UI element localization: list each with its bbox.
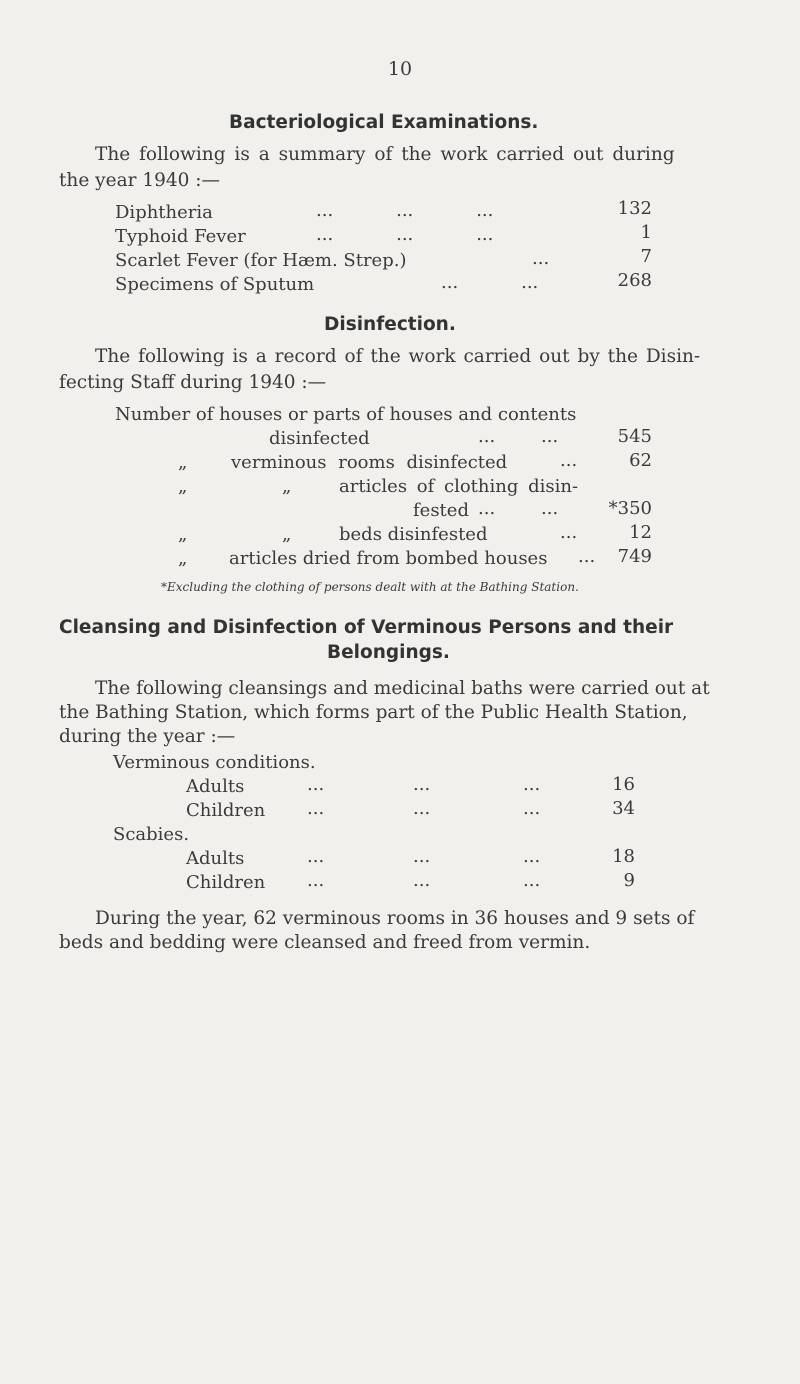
page-number: 10 (387, 58, 413, 80)
ditto-mark: „ (178, 524, 188, 545)
disinfection-verminous-rooms: verminous rooms disinfected (231, 452, 508, 473)
dot-leader: ... (541, 426, 559, 447)
verminous-heading: Verminous conditions. (113, 752, 316, 773)
dot-leader: ... (413, 774, 431, 795)
disinfection-disinfected: disinfected (269, 428, 370, 449)
verminous-adults-value: 16 (612, 774, 635, 795)
dot-leader: ... (307, 870, 325, 891)
dot-leader: ... ... ... (316, 224, 494, 245)
disinfection-value-rooms: 62 (629, 450, 652, 471)
bacteriological-row-value: 132 (617, 198, 652, 219)
disinfection-articles-clothing: articles of clothing disin- (339, 476, 579, 497)
cleansing-intro-line1: The following cleansings and medicinal baths were carried out at (95, 678, 710, 699)
disinfection-houses-line: Number of houses or parts of houses and contents (115, 404, 577, 425)
scabies-adults-value: 18 (612, 846, 635, 867)
disinfection-intro-line1: The following is a record of the work carried out by the Disin- (95, 346, 701, 367)
disinfection-bombed: articles dried from bombed houses (229, 548, 548, 569)
dot-leader: ... (578, 546, 596, 567)
ditto-mark: „ (178, 548, 188, 569)
cleansing-intro-line2: the Bathing Station, which forms part of the Public Health Station, (59, 702, 688, 723)
disinfection-footnote: *Excluding the clothing of persons dealt with at the Bathing Station. (161, 580, 579, 594)
cleansing-closing-line1: During the year, 62 verminous rooms in 36 houses and 9 sets of (95, 908, 695, 929)
dot-leader: ... (523, 846, 541, 867)
bacteriological-row-value: 7 (640, 246, 652, 267)
scabies-heading: Scabies. (113, 824, 190, 845)
disinfection-fested: fested (413, 500, 469, 521)
dot-leader: ... (560, 450, 578, 471)
dot-leader: ... (478, 498, 496, 519)
scabies-children-value: 9 (623, 870, 635, 891)
disinfection-title: Disinfection. (324, 314, 456, 335)
cleansing-title-line2: Belongings. (327, 642, 450, 663)
disinfection-value-houses: 545 (617, 426, 652, 447)
cleansing-intro-line3: during the year :— (59, 726, 236, 747)
disinfection-intro-line2: fecting Staff during 1940 :— (59, 372, 327, 393)
bacteriological-title: Bacteriological Examinations. (229, 112, 539, 133)
verminous-children-value: 34 (612, 798, 635, 819)
dot-leader: ... (532, 248, 550, 269)
dot-leader: ... (413, 798, 431, 819)
dot-leader: ... (523, 774, 541, 795)
verminous-children-label: Children (186, 800, 266, 821)
dot-leader: ... ... ... (316, 200, 494, 221)
ditto-mark: „ (282, 476, 292, 497)
dot-leader: ... (413, 870, 431, 891)
bacteriological-row-label: Scarlet Fever (for Hæm. Strep.) (115, 250, 407, 271)
ditto-mark: „ (282, 524, 292, 545)
disinfection-value-bombed: 749 (617, 546, 652, 567)
bacteriological-row-label: Diphtheria (115, 202, 213, 223)
disinfection-value-clothing: *350 (608, 498, 652, 519)
bacteriological-row-value: 268 (617, 270, 652, 291)
bacteriological-intro-line1: The following is a summary of the work carried out during (95, 144, 675, 165)
dot-leader: ... (478, 426, 496, 447)
dot-leader: ... (560, 522, 578, 543)
dot-leader: ... (523, 798, 541, 819)
cleansing-title-line1: Cleansing and Disinfection of Verminous Persons and their (59, 617, 674, 638)
disinfection-beds: beds disinfested (339, 524, 488, 545)
verminous-adults-label: Adults (186, 776, 245, 797)
ditto-mark: „ (178, 476, 188, 497)
bacteriological-row-label: Specimens of Sputum (115, 274, 315, 295)
dot-leader: ... (307, 798, 325, 819)
ditto-mark: „ (178, 452, 188, 473)
dot-leader: ... ... (441, 272, 539, 293)
disinfection-value-beds: 12 (629, 522, 652, 543)
cleansing-closing-line2: beds and bedding were cleansed and freed from vermin. (59, 932, 591, 953)
scabies-children-label: Children (186, 872, 266, 893)
dot-leader: ... (523, 870, 541, 891)
scabies-adults-label: Adults (186, 848, 245, 869)
bacteriological-intro-line2: the year 1940 :— (59, 170, 221, 191)
dot-leader: ... (413, 846, 431, 867)
dot-leader: ... (307, 774, 325, 795)
dot-leader: ... (541, 498, 559, 519)
dot-leader: ... (307, 846, 325, 867)
bacteriological-row-value: 1 (640, 222, 652, 243)
bacteriological-row-label: Typhoid Fever (115, 226, 246, 247)
